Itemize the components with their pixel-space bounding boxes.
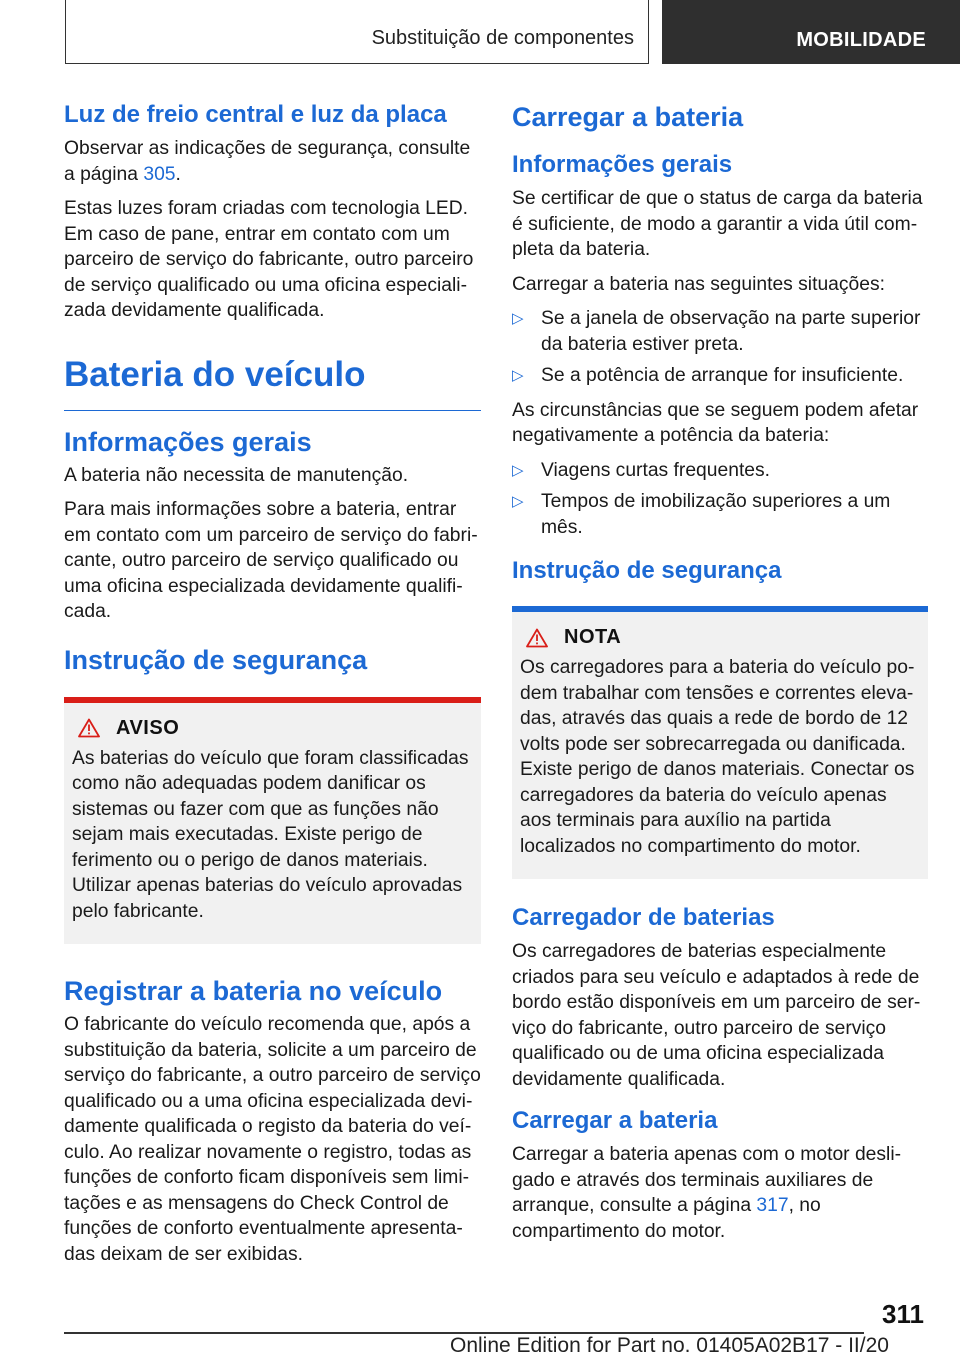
paragraph-register: O fabricante do veículo recomenda que, após a substituição da bateria, solicite a um parceiro de serviço do fabricante, a outro parceiro de serviço qualificado ou a uma oficina especializada devidamente qualificada o registo da bateria do veículo. Ao realizar novamente o registro, todas as funções de conforto ficam disponíveis sem limitações e as mensagens do Check Control de funções de conforto eventualmente apresentadas deixam de ser exibidas.: [64, 1014, 481, 1265]
note-text: Os carregadores para a bateria do veículo podem trabalhar com tensões e correntes elevadas, através das quais a rede de bordo de 12 volts pode ser sobrecarregada ou danificada. Existe perigo de danos materiais. Conectar os carregadores da bateria do veículo apenas aos terminais para auxílio na partida localizados no compartimento do motor.: [520, 657, 915, 857]
triangle-bullet-icon: ▷: [512, 367, 524, 384]
paragraph-charger: Os carregadores de baterias especialmente criados para seu veículo e adaptados à rede de bordo estão disponíveis em um parceiro de serviço do fabricante, outro parceiro de serviço qualificado ou de uma oficina especializada devidamente qualificada.: [512, 941, 921, 1090]
paragraph-maintenance: A bateria não necessita de manutenção.: [64, 464, 409, 486]
warning-label: AVISO: [116, 716, 180, 739]
chapter-header-title: Substituição de componentes: [371, 27, 634, 49]
paragraph-more-info: Para mais informações sobre a bateria, entrar em contato com um parceiro de serviço do fabricante, outro parceiro de serviço qualificado ou uma oficina especializada devidamente qualificada.: [64, 499, 478, 622]
heading-general-info-right: Informações gerais: [512, 151, 733, 178]
paragraph-charge-status: Se certificar de que o status de carga da bateria é suficiente, de modo a garantir a vida útil completa da bateria.: [512, 188, 923, 260]
text-fragment: .: [175, 163, 181, 185]
list-item: [512, 458, 928, 484]
list-item: [512, 363, 928, 389]
list-item-text: Viagens curtas frequentes.: [541, 459, 771, 481]
triangle-bullet-icon: ▷: [512, 461, 524, 479]
note-label: NOTA: [564, 626, 622, 648]
heading-safety-right: Instrução de segurança: [512, 557, 782, 584]
right-column: [512, 100, 928, 1253]
page-link-317[interactable]: 317: [756, 1195, 789, 1216]
list-item: [512, 306, 928, 357]
text-fragment: Carregar a bateria apenas com o motor desligado e através dos terminais auxiliares de arranque, consulte a página: [512, 1144, 902, 1216]
list-item-text: Tempos de imobilização superiores a um mês.: [541, 491, 891, 538]
warning-triangle-icon: [78, 718, 100, 738]
heading-register-battery: Registrar a bateria no veículo: [64, 976, 443, 1006]
heading-brake-light: Luz de freio central e luz da placa: [64, 101, 447, 128]
text-fragment: Observar as indicações de segurança, consulte a página: [64, 138, 471, 185]
paragraph-safety-ref: [64, 136, 481, 187]
chapter-title: Bateria do veículo: [64, 354, 481, 411]
page-number: 311: [882, 1299, 924, 1329]
heading-general-info: Informações gerais: [64, 426, 312, 457]
triangle-bullet-icon: ▷: [512, 493, 524, 510]
left-column: [64, 100, 481, 1276]
note-header: [520, 626, 920, 649]
section-label: MOBILIDADE: [796, 29, 926, 51]
heading-charger: Carregador de baterias: [512, 904, 775, 931]
list-item-text: Se a potência de arranque for insuficiente.: [541, 365, 904, 386]
paragraph-charge-situations: Carregar a bateria nas seguintes situações:: [512, 273, 885, 295]
list-item-text: Se a janela de observação na parte superior da bateria estiver preta.: [541, 308, 921, 355]
paragraph-led: Estas luzes foram criadas com tecnologia LED. Em caso de pane, entrar em contato com um parceiro de serviço do fabricante, outro parceiro de serviço qualificado ou uma oficina especializada devidamente qualificada.: [64, 198, 474, 321]
warning-box: [64, 697, 481, 945]
page-link-305[interactable]: 305: [143, 163, 176, 185]
warning-header: [72, 717, 473, 740]
triangle-bullet-icon: ▷: [512, 310, 524, 327]
footer-edition: Online Edition for Part no. 01405A02B17 - II/20: [450, 1334, 889, 1357]
heading-safety: Instrução de segurança: [64, 644, 368, 675]
note-box: [512, 606, 928, 879]
list-circumstances: [512, 458, 928, 541]
paragraph-charge-engine-off: [512, 1142, 928, 1244]
paragraph-circumstances: As circunstâncias que se seguem podem afetar negativamente a potência da bateria:: [512, 399, 919, 446]
header-title-box: [65, 0, 649, 64]
list-charge-situations: [512, 306, 928, 389]
list-item: [512, 489, 928, 540]
warning-triangle-icon: [526, 628, 548, 648]
heading-charge-battery: Carregar a bateria: [512, 102, 744, 132]
warning-text: As baterias do veículo que foram classificadas como não adequadas podem danificar os sistemas ou fazer com que as funções não sejam mais executadas. Existe perigo de ferimento ou o perigo de danos materiais. Utilizar apenas baterias do veículo aprovadas pelo fabricante.: [72, 747, 469, 922]
text-fragment: , no compartimento do motor.: [512, 1195, 821, 1242]
heading-charge-battery-2: Carregar a bateria: [512, 1107, 718, 1134]
header-section-tab[interactable]: [662, 0, 960, 64]
